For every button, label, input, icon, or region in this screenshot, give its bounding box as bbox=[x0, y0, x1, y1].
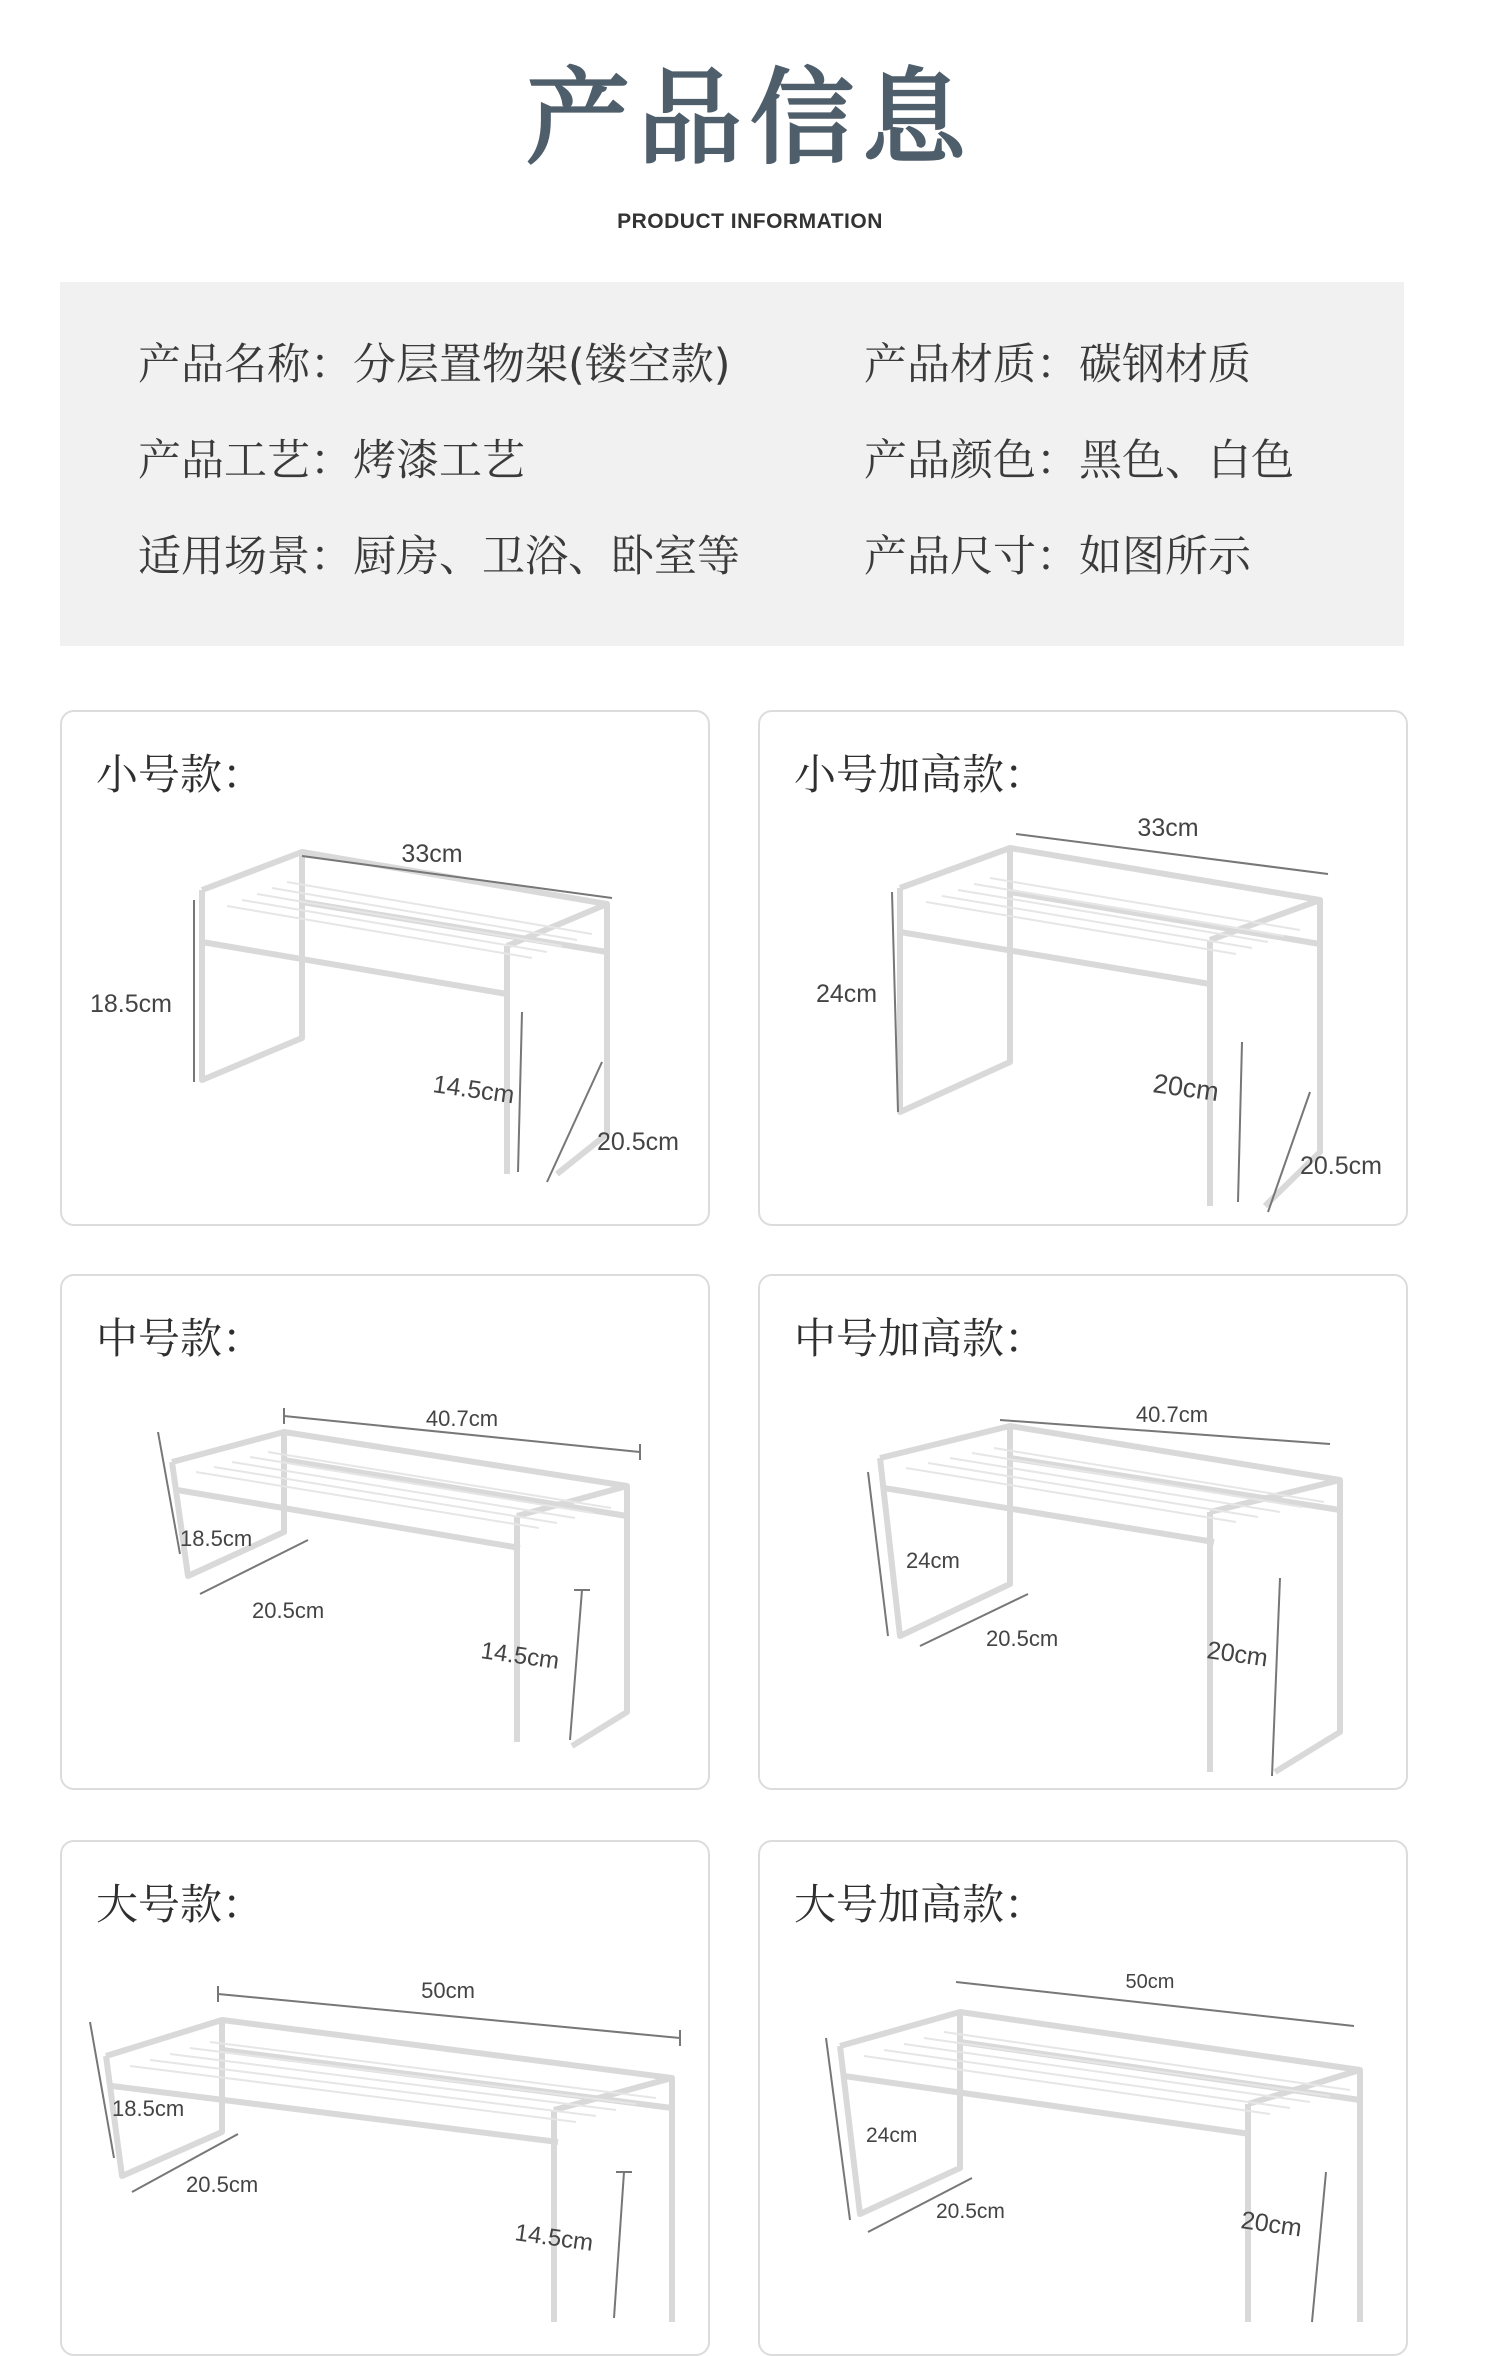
info-value: 碳钢材质 bbox=[1079, 340, 1251, 390]
shelf-illustration bbox=[760, 1842, 1408, 2356]
dim-width: 50cm bbox=[421, 1978, 475, 2003]
info-label: 产品工艺： bbox=[138, 436, 353, 486]
info-value: 厨房、卫浴、卧室等 bbox=[353, 532, 740, 582]
dim-width: 33cm bbox=[1137, 814, 1199, 842]
card-title: 大号加高款： bbox=[794, 1880, 1047, 1929]
shelf-illustration bbox=[760, 712, 1408, 1226]
page-header bbox=[0, 0, 1500, 260]
info-item-craft bbox=[138, 436, 525, 486]
card-title: 大号款： bbox=[96, 1880, 265, 1929]
info-item-scene bbox=[138, 532, 740, 582]
info-item-name bbox=[138, 340, 731, 390]
info-item-material bbox=[864, 340, 1251, 390]
dim-height: 18.5cm bbox=[112, 2096, 185, 2121]
card-title: 小号款： bbox=[96, 750, 265, 799]
card-title: 小号加高款： bbox=[794, 750, 1047, 799]
dim-depth: 20.5cm bbox=[936, 2200, 1005, 2223]
shelf-illustration bbox=[760, 1276, 1408, 1790]
shelf-illustration bbox=[62, 712, 710, 1226]
dim-width: 40.7cm bbox=[425, 1406, 499, 1431]
info-item-size bbox=[864, 532, 1251, 582]
dim-depth: 20.5cm bbox=[186, 2172, 259, 2197]
card-title: 中号款： bbox=[96, 1314, 265, 1363]
dim-width: 40.7cm bbox=[1135, 1402, 1209, 1427]
size-card-small-tall bbox=[758, 710, 1408, 1226]
info-label: 产品尺寸： bbox=[864, 532, 1079, 582]
dim-inner-height: 20cm bbox=[1151, 1068, 1221, 1108]
dim-inner-height: 14.5cm bbox=[513, 2219, 595, 2257]
size-card-medium-tall bbox=[758, 1274, 1408, 1790]
dim-depth: 20.5cm bbox=[252, 1598, 325, 1623]
info-value: 烤漆工艺 bbox=[353, 436, 525, 486]
dim-inner-height: 20cm bbox=[1239, 2206, 1304, 2243]
info-item-color bbox=[864, 436, 1294, 486]
dim-inner-height: 20cm bbox=[1205, 1636, 1270, 1673]
info-value: 黑色、白色 bbox=[1079, 436, 1294, 486]
dim-width: 50cm bbox=[1125, 1971, 1175, 1993]
dim-height: 18.5cm bbox=[90, 990, 172, 1018]
size-card-medium bbox=[60, 1274, 710, 1790]
dim-width: 33cm bbox=[401, 840, 463, 868]
product-info-panel bbox=[60, 282, 1404, 646]
dim-inner-height: 14.5cm bbox=[479, 1637, 561, 1675]
info-value: 分层置物架(镂空款) bbox=[353, 340, 731, 390]
shelf-illustration bbox=[62, 1276, 710, 1790]
dim-depth: 20.5cm bbox=[597, 1128, 679, 1156]
info-label: 产品颜色： bbox=[864, 436, 1079, 486]
info-label: 产品名称： bbox=[138, 340, 353, 390]
page-title: 产品信息 bbox=[525, 57, 974, 179]
size-card-small bbox=[60, 710, 710, 1226]
dim-height: 24cm bbox=[816, 980, 878, 1008]
dim-depth: 20.5cm bbox=[1300, 1152, 1382, 1180]
dim-height: 24cm bbox=[866, 2124, 918, 2147]
card-title: 中号加高款： bbox=[794, 1314, 1047, 1363]
shelf-illustration bbox=[62, 1842, 710, 2356]
size-card-large bbox=[60, 1840, 710, 2356]
info-value: 如图所示 bbox=[1079, 532, 1251, 582]
dim-height: 24cm bbox=[906, 1548, 960, 1573]
size-card-large-tall bbox=[758, 1840, 1408, 2356]
dim-depth: 20.5cm bbox=[986, 1626, 1059, 1651]
page-subtitle: PRODUCT INFORMATION bbox=[617, 210, 883, 233]
dim-height: 18.5cm bbox=[180, 1526, 253, 1551]
dim-inner-height: 14.5cm bbox=[431, 1070, 517, 1110]
info-label: 产品材质： bbox=[864, 340, 1079, 390]
info-label: 适用场景： bbox=[138, 532, 353, 582]
